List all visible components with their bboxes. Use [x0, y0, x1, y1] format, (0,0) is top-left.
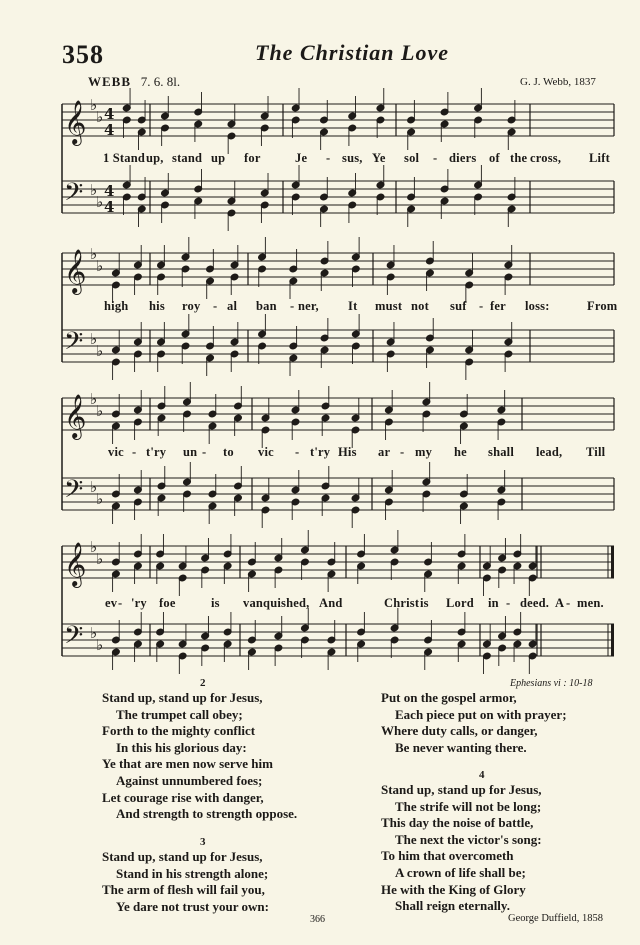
lyric-syllable: lead,	[536, 445, 563, 459]
lyric-syllable: cross,	[530, 151, 562, 165]
verse-line: Shall reign eternally.	[395, 898, 510, 914]
verse-2	[102, 690, 297, 823]
lyric-syllable: Ye	[372, 151, 386, 165]
meter: 7. 6. 8l.	[140, 74, 181, 89]
flat-icon: ♭	[90, 478, 98, 496]
verse-line: Stand in his strength alone;	[116, 865, 269, 881]
verse-line: Ye that are men now serve him	[102, 756, 273, 772]
syllable-hyphen: -	[400, 445, 405, 459]
lyric-syllable: up,	[146, 151, 164, 165]
lyric-syllable: Till	[586, 445, 606, 459]
lyric-syllable: in	[488, 596, 499, 610]
flat-icon: ♭	[90, 538, 98, 556]
lyric-syllable: is	[211, 596, 220, 610]
time-signature-bottom: 4	[104, 198, 115, 216]
lyric-syllable: he	[454, 445, 467, 459]
verse-line: To him that overcometh	[381, 848, 514, 864]
lyric-line-1	[0, 151, 640, 169]
syllable-hyphen: -	[566, 596, 571, 610]
bass-clef-icon: 𝄢	[64, 475, 84, 510]
verse-line: Stand up, stand up for Jesus,	[381, 782, 542, 797]
verse-line: This day the noise of battle,	[381, 815, 534, 831]
time-signature-top: 4	[104, 182, 115, 200]
hymn-title: The Christian Love	[255, 40, 450, 65]
text-author: George Duffield, 1858	[508, 913, 603, 924]
verse-line: Ye dare not trust your own:	[116, 898, 269, 914]
lyric-syllable: vic	[108, 445, 124, 459]
verse-line: Each piece put on with prayer;	[395, 706, 567, 722]
lyric-syllable: 'ry	[131, 596, 147, 610]
lyric-syllable: sus,	[342, 151, 363, 165]
lyric-syllable: men.	[577, 596, 604, 610]
lyric-syllable: And	[319, 596, 343, 610]
lyric-syllable: vanquished,	[243, 596, 310, 610]
composer: G. J. Webb, 1837	[520, 76, 596, 88]
treble-clef-icon: 𝄞	[64, 542, 87, 586]
lyric-line-3	[0, 445, 640, 463]
verse-line: The strife will not be long;	[395, 798, 542, 814]
syllable-hyphen: -	[433, 151, 438, 165]
verse-line: And strength to strength oppose.	[116, 806, 298, 822]
lyric-syllable: my	[415, 445, 433, 459]
time-signature-top: 4	[104, 105, 115, 123]
lyric-syllable: Lord	[446, 596, 474, 610]
final-bar-thick	[611, 624, 614, 656]
lyric-syllable: diers	[449, 151, 477, 165]
syllable-hyphen: -	[118, 596, 123, 610]
verse-number: 3	[200, 836, 206, 848]
verse-number: 4	[479, 769, 485, 781]
lyric-syllable: to	[223, 445, 234, 459]
lyric-syllable: foe	[159, 596, 176, 610]
syllable-hyphen: -	[479, 299, 484, 313]
verse-line: Stand up, stand up for Jesus,	[102, 849, 263, 864]
lyric-syllable: must	[375, 299, 403, 313]
verse-line: Where duty calls, or danger,	[381, 723, 538, 739]
verse-line: Put on the gospel armor,	[381, 690, 517, 705]
lyric-syllable: roy	[182, 299, 201, 313]
bass-clef-icon: 𝄢	[64, 621, 84, 656]
verse-3-part-2	[381, 690, 567, 756]
lyric-syllable: Lift	[589, 151, 610, 165]
flat-icon: ♭	[90, 96, 98, 114]
lyric-syllable: shall	[488, 445, 515, 459]
verse-line: The trumpet call obey;	[116, 706, 243, 722]
flat-icon: ♭	[90, 181, 98, 199]
verse-line: Stand up, stand up for Jesus,	[102, 690, 263, 705]
syllable-hyphen: -	[202, 445, 207, 459]
treble-clef-icon: 𝄞	[64, 249, 87, 293]
lyric-syllable: of	[489, 151, 500, 165]
verse-line: Against unnumbered foes;	[116, 772, 263, 788]
lyric-syllable: 1 Stand	[103, 151, 146, 165]
lyric-syllable: stand	[172, 151, 203, 165]
verse-4	[381, 782, 542, 915]
flat-icon: ♭	[96, 550, 104, 568]
lyric-syllable: ar	[378, 445, 391, 459]
bass-clef-icon: 𝄢	[64, 178, 84, 213]
lyric-syllable: suf	[450, 299, 467, 313]
flat-icon: ♭	[90, 245, 98, 263]
lyric-syllable: is	[420, 596, 429, 610]
flat-icon: ♭	[90, 330, 98, 348]
treble-clef-icon: 𝄞	[64, 394, 87, 438]
verse-line: Forth to the mighty conflict	[102, 723, 256, 739]
lyric-syllable: ev	[105, 596, 118, 610]
treble-clef-icon: 𝄞	[64, 100, 87, 144]
lyric-syllable: His	[338, 445, 357, 459]
flat-icon: ♭	[96, 108, 104, 126]
syllable-hyphen: -	[326, 151, 331, 165]
verse-line: A crown of life shall be;	[395, 864, 526, 880]
verse-line: Be never wanting there.	[395, 739, 527, 755]
lyric-syllable: ner,	[298, 299, 319, 313]
verse-line: The arm of flesh will fail you,	[102, 882, 265, 898]
verse-line: The next the victor's song:	[395, 831, 542, 847]
flat-icon: ♭	[96, 490, 104, 508]
lyric-syllable: It	[348, 299, 358, 313]
lyric-syllable: up	[211, 151, 226, 165]
lyric-syllable: deed.	[520, 596, 550, 610]
flat-icon: ♭	[96, 193, 104, 211]
scripture-reference: Ephesians vi : 10-18	[510, 678, 593, 689]
lyric-syllable: Christ	[384, 596, 420, 610]
syllable-hyphen: -	[132, 445, 137, 459]
lyric-syllable: un	[183, 445, 198, 459]
lyric-syllable: From	[587, 299, 618, 313]
lyric-syllable: high	[104, 299, 129, 313]
flat-icon: ♭	[90, 624, 98, 642]
hymn-number: 358	[62, 40, 104, 69]
lyric-syllable: his	[149, 299, 165, 313]
verse-line: He with the King of Glory	[381, 881, 526, 897]
flat-icon: ♭	[90, 390, 98, 408]
lyric-syllable: sol	[404, 151, 420, 165]
lyric-syllable: A	[555, 596, 565, 610]
page-number: 366	[310, 914, 325, 925]
verse-number: 2	[200, 677, 206, 689]
final-bar-thick	[611, 546, 614, 578]
lyric-syllable: Je	[295, 151, 308, 165]
lyric-syllable: not	[411, 299, 429, 313]
lyric-syllable: t'ry	[310, 445, 331, 459]
lyric-syllable: ban	[256, 299, 277, 313]
lyric-line-2	[0, 299, 640, 317]
verse-line: Let courage rise with danger,	[102, 789, 264, 805]
time-signature-bottom: 4	[104, 121, 115, 139]
syllable-hyphen: -	[295, 445, 300, 459]
bass-clef-icon: 𝄢	[64, 327, 84, 362]
verse-3-part-1	[102, 849, 269, 915]
lyric-syllable: al	[227, 299, 238, 313]
flat-icon: ♭	[96, 402, 104, 420]
syllable-hyphen: -	[213, 299, 218, 313]
lyric-line-4	[0, 596, 640, 614]
verse-line: In this his glorious day:	[116, 739, 247, 755]
syllable-hyphen: -	[506, 596, 511, 610]
lyric-syllable: loss:	[525, 299, 550, 313]
flat-icon: ♭	[96, 636, 104, 654]
lyric-syllable: the	[510, 151, 528, 165]
tune-name: WEBB	[88, 74, 132, 89]
flat-icon: ♭	[96, 257, 104, 275]
flat-icon: ♭	[96, 342, 104, 360]
lyric-syllable: for	[244, 151, 261, 165]
syllable-hyphen: -	[290, 299, 295, 313]
lyric-syllable: vic	[258, 445, 274, 459]
lyric-syllable: t'ry	[146, 445, 167, 459]
lyric-syllable: fer	[490, 299, 506, 313]
